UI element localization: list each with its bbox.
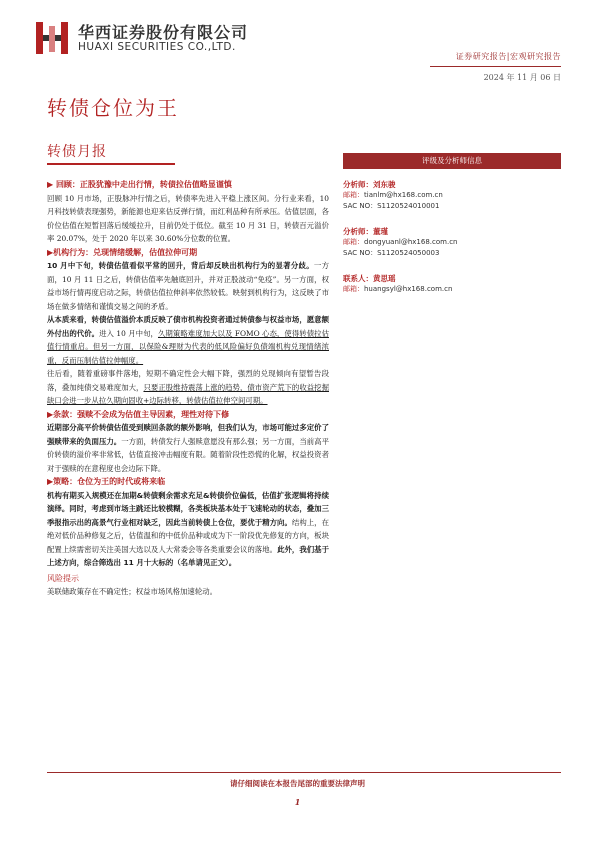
legal-disclaimer: 请仔细阅读在本报告尾部的重要法律声明 bbox=[230, 779, 365, 788]
contact-card bbox=[343, 273, 561, 295]
email-label: 邮箱： bbox=[343, 285, 364, 293]
analyst-name: 董瑾 bbox=[373, 227, 388, 236]
email-label: 邮箱： bbox=[343, 191, 364, 199]
report-date: 2024 年 11 月 06 日 bbox=[483, 73, 561, 82]
analyst-role: 分析师： bbox=[343, 227, 373, 236]
subtitle-underline bbox=[47, 163, 175, 165]
report-subtitle: 转债月报 bbox=[47, 144, 107, 160]
section-heading-review: ▶ 回顾：正股犹豫中走出行情，转债拉估值略显谨慎 bbox=[47, 180, 232, 189]
behavior-p3-underline: 只要正股维持震荡上涨的趋势，债市资产荒下的收益挖掘缺口会进一步从拉久期向固收+边际转移，转债估值拉伸空间可期。 bbox=[47, 382, 329, 405]
clause-rest: 一方面，转债发行人强赎意愿没有那么强；另一方面，当前高平价转债的溢价率非常低，估值直接冲击幅度有限。随着阶段性恐慌的化解，权益投资者对于强赎的在意程度也会边际下降。 bbox=[47, 436, 329, 473]
behavior-paragraph-3 bbox=[47, 367, 329, 408]
section-heading-clause: ▶条款：强赎不会成为估值主导因素，理性对待下修 bbox=[47, 409, 230, 419]
behavior-p3-start: 往后看，随着重磅事件落地，短期不确定性会大幅下降，强烈的兑现倾向有望暂告段落，叠加纯债交易难度加大， bbox=[47, 369, 329, 392]
section-heading-behavior: ▶机构行为：兑现情绪缓解，估值拉伸可期 bbox=[47, 247, 198, 257]
analyst-email[interactable]: dongyuanl@hx168.com.cn bbox=[364, 238, 458, 246]
behavior-p2-bold: 从本质来看，转债估值溢价本质反映了债市机构投资者通过转债参与权益市场，愿意额外付出的代价。 bbox=[47, 315, 329, 338]
risk-body: 美联储政策存在不确定性；权益市场风格加速轮动。 bbox=[47, 587, 217, 596]
behavior-p2-mid: 进入 10 月中旬， bbox=[99, 328, 158, 338]
strategy-paragraph bbox=[47, 489, 329, 570]
footer-divider bbox=[47, 772, 561, 773]
email-label: 邮箱： bbox=[343, 238, 364, 246]
analyst-sac: SAC NO：S1120524010001 bbox=[343, 202, 440, 210]
contact-role: 联系人： bbox=[343, 274, 373, 283]
behavior-p2-underline: 久期策略难度加大以及 FOMO 心态，使得转债拉估值行情重启。但另一方面，以保险&理财为代表的低风险偏好负债端机构兑现情绪浓重，反而压制估值拉伸幅度。 bbox=[47, 328, 329, 365]
section-heading-strategy: ▶策略：仓位为王的时代或将来临 bbox=[47, 477, 166, 486]
analyst-sac: SAC NO：S1120524050003 bbox=[343, 249, 440, 257]
behavior-p1-bold: 10 月中下旬，转债估值看似平常的回升，背后却反映出机构行为的显著分歧。 bbox=[47, 261, 314, 270]
behavior-p1-rest: 一方面，10 月 11 日之后，转债估值率先触底回升，并对正股波动“免疫”。另一方面，权益市场行情再度启动之际，转债估值拉伸斜率依然较低。映射到机构行为，这反映了市场在做多情绪和谨慎交易之间的矛盾。 bbox=[47, 261, 329, 311]
header-divider bbox=[430, 66, 561, 67]
company-name-en: HUAXI SECURITIES CO.,LTD. bbox=[78, 41, 236, 53]
review-paragraph: 回顾 10 月市场，正股脉冲行情之后，转债率先进入平稳上涨区间。分行业来看，10 月科技转债表现强势，新能源也迎来估反弹行情，而红利品种有所承压。估值层面，各价位估值在短暂回落后缓缓拉升，目前仍处于低位。截至 10 月 31 日，转债百元溢价率 20.07%，处于 2020 年以来 30.60%分位数的位置。 bbox=[47, 193, 329, 243]
strategy-rest: 结构上，在绝对低价品种修复之后，估值温和的中低价品种或成为下一阶段优先修复的方向，板块配置上续需密切关注美国大选以及人大常委会等各类重要会议的落地。 bbox=[47, 517, 329, 554]
analyst-card bbox=[343, 179, 561, 212]
analyst-card bbox=[343, 226, 561, 259]
contact-email[interactable]: huangsyl@hx168.com.cn bbox=[364, 285, 453, 293]
analyst-sidebar bbox=[343, 153, 561, 295]
clause-paragraph bbox=[47, 421, 329, 475]
company-logo-icon bbox=[34, 20, 70, 56]
report-title: 转债仓位为王 bbox=[47, 96, 179, 120]
strategy-bold: 机构有期买入规模还在加期&转债剩余需求充足&转债价位偏低，估值扩张逻辑将持续演绎。同时，考虑到市场主跳还比较模糊，各类板块基本处于飞速轮动的状态，叠加三季报指示出的高景气行业相对缺乏，因此当前转债上仓位，要优于精方向。 bbox=[47, 490, 329, 527]
page-number: 1 bbox=[294, 797, 301, 807]
behavior-paragraph-1 bbox=[47, 259, 329, 313]
strategy-end-bold: 此外，我们基于上述方向，综合筛选出 11 月十大标的（名单请见正文）。 bbox=[47, 544, 329, 567]
analyst-name: 刘东骏 bbox=[373, 180, 396, 189]
sidebar-header: 评级及分析师信息 bbox=[343, 153, 561, 169]
main-content bbox=[47, 178, 329, 599]
contact-name: 黄思瑶 bbox=[373, 274, 396, 283]
report-type: 证券研究报告|宏观研究报告 bbox=[455, 52, 561, 61]
analyst-role: 分析师： bbox=[343, 180, 373, 189]
risk-heading: 风险提示 bbox=[47, 573, 79, 583]
clause-bold: 近期部分高平价转债估值受到赎回条款的额外影响，但我们认为，市场可能过多定价了强赎带来的负面压力。 bbox=[47, 423, 329, 446]
analyst-email[interactable]: tianlm@hx168.com.cn bbox=[364, 191, 443, 199]
behavior-paragraph-2 bbox=[47, 313, 329, 367]
company-name-cn: 华西证券股份有限公司 bbox=[78, 23, 249, 42]
